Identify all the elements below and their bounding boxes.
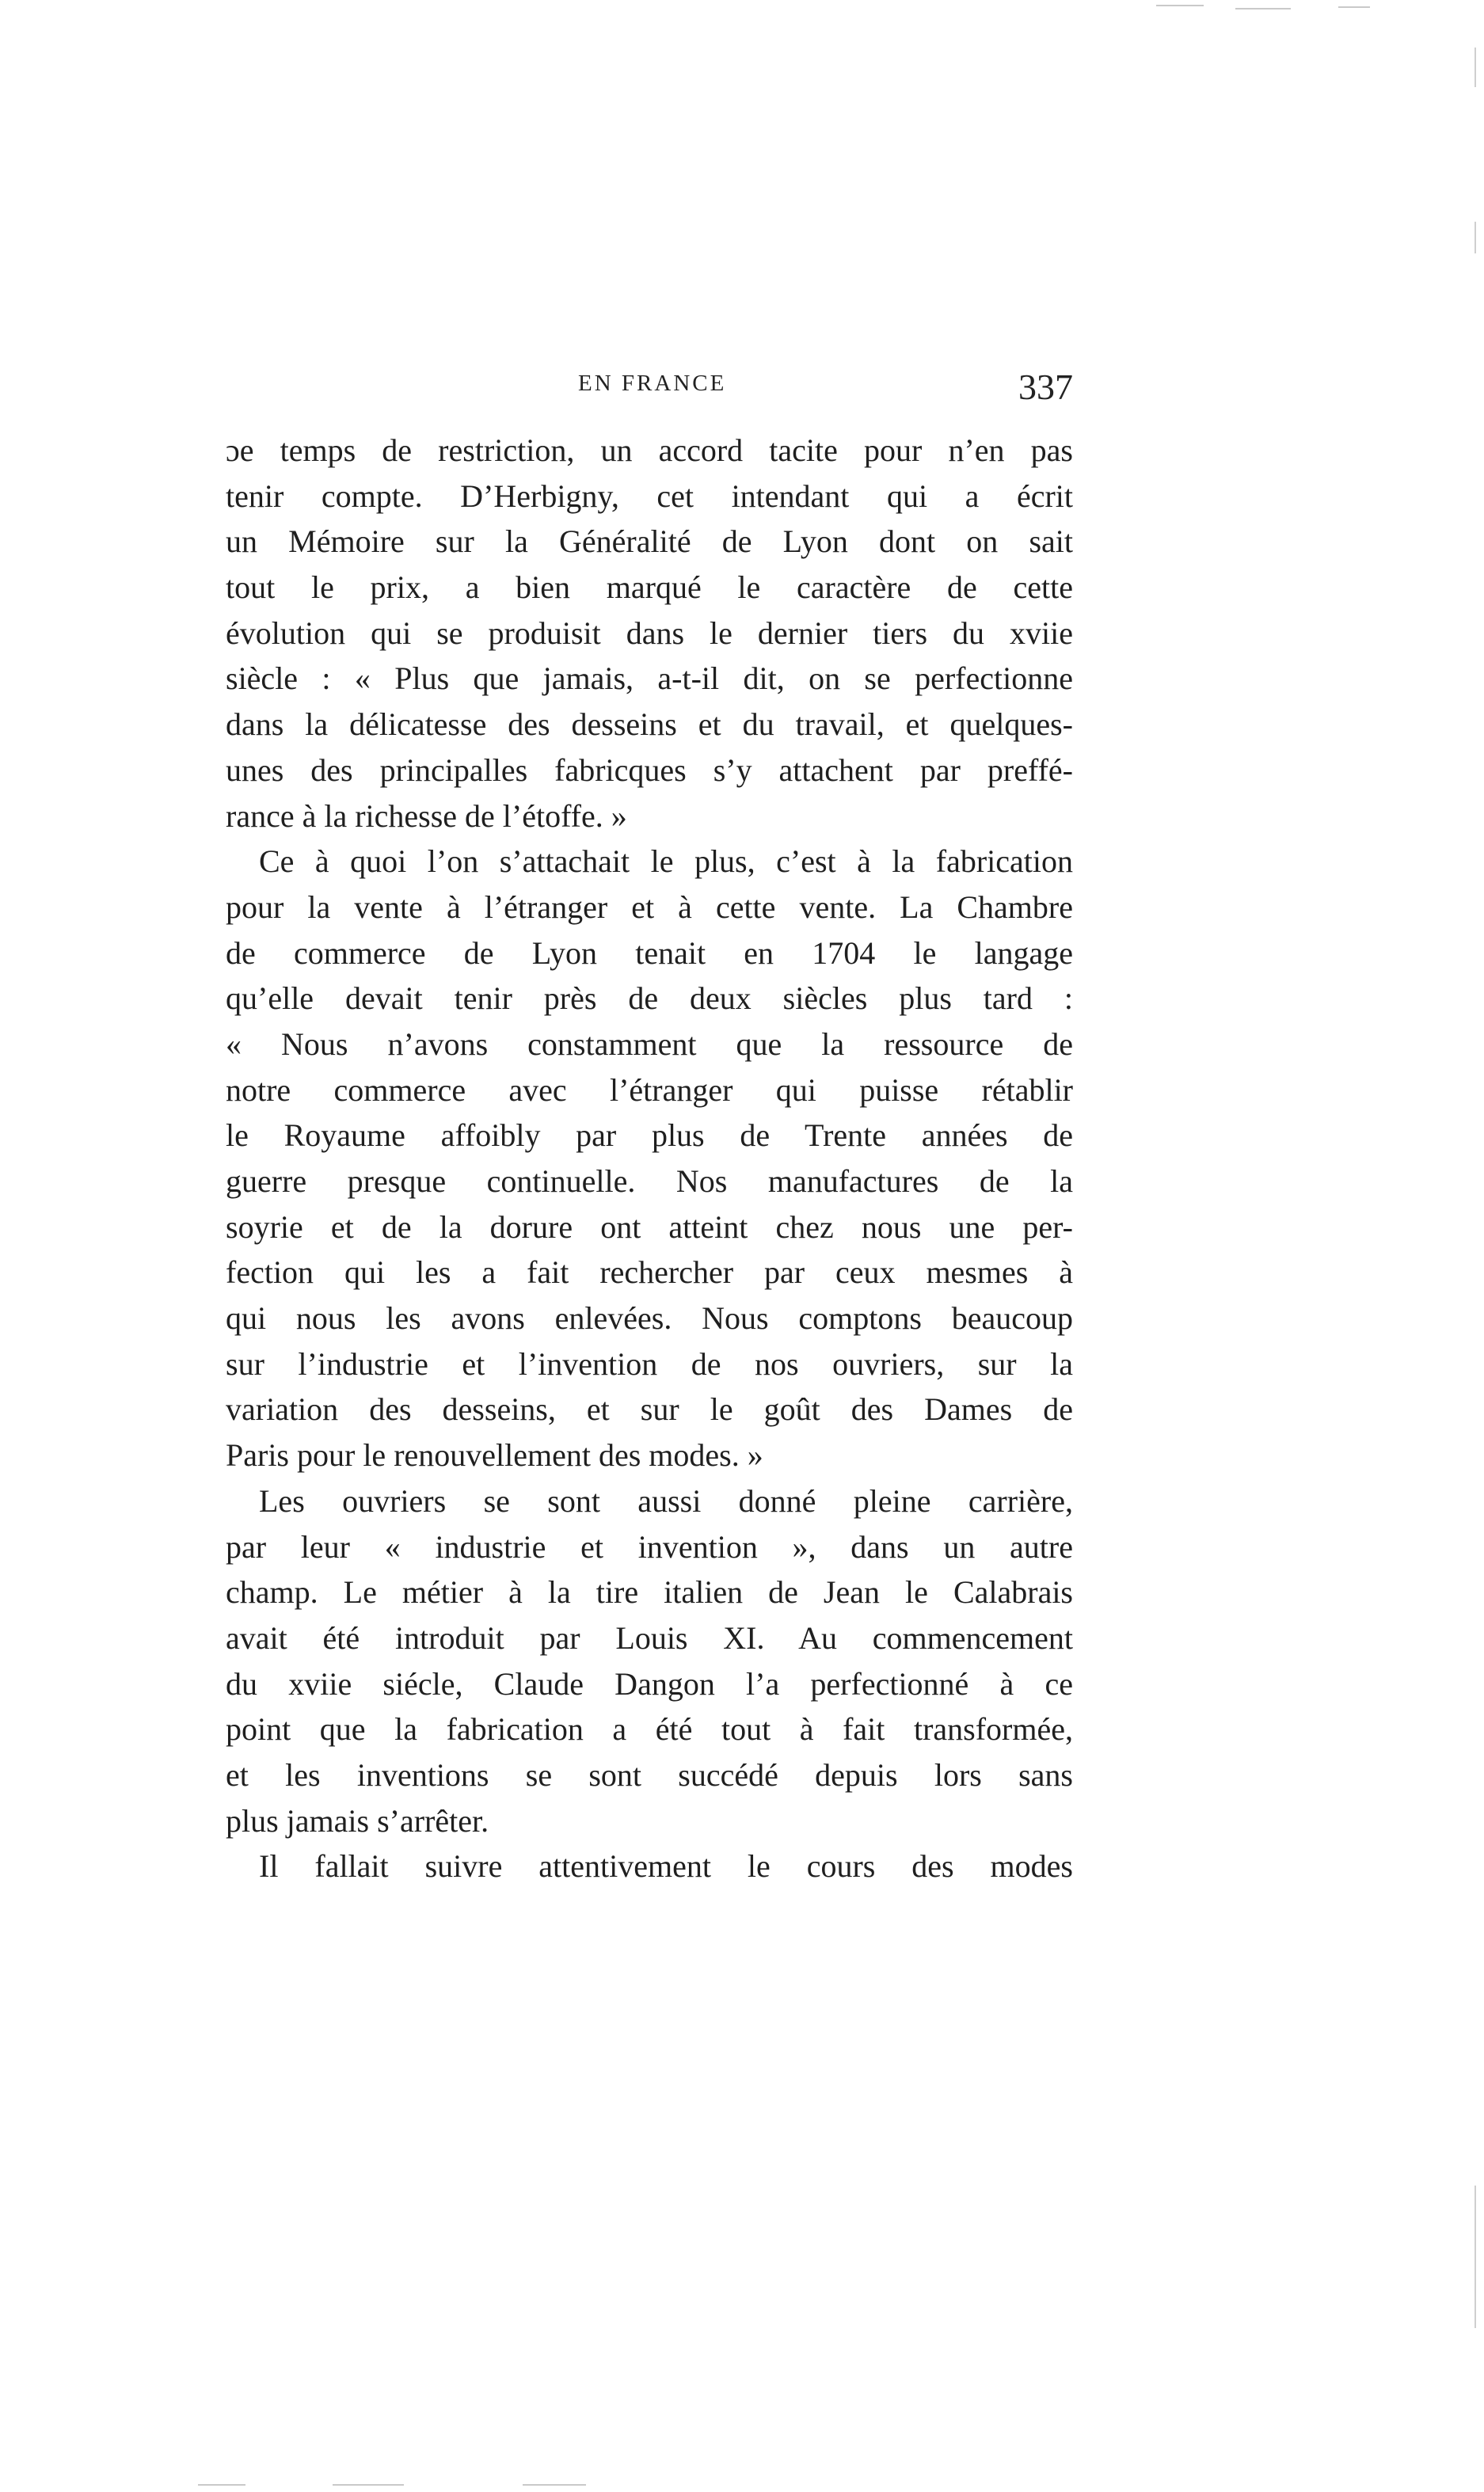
- text-line: par leur « industrie et invention », dans un autre: [226, 1528, 1073, 1565]
- scan-artifact-top: [1235, 8, 1291, 10]
- scan-artifact-bottom: [333, 2484, 404, 2486]
- scan-artifact-right: [1474, 2186, 1476, 2328]
- text-line: un Mémoire sur la Généralité de Lyon dont on sait: [226, 523, 1073, 560]
- scan-artifact-top: [1156, 5, 1204, 6]
- text-line: soyrie et de la dorure ont atteint chez nous une per-: [226, 1208, 1073, 1245]
- page-header: [226, 366, 1073, 413]
- text-line: variation des desseins, et sur le goût des Dames de: [226, 1391, 1073, 1428]
- running-head: EN FRANCE: [578, 371, 727, 396]
- text-line: Les ouvriers se sont aussi donné pleine carrière,: [259, 1482, 1073, 1519]
- text-line: Il fallait suivre attentivement le cours des modes: [259, 1848, 1073, 1885]
- text-line: ɔe temps de restriction, un accord tacite pour n’en pas: [226, 432, 1073, 468]
- text-line: champ. Le métier à la tire italien de Jean le Calabrais: [226, 1574, 1073, 1611]
- text-line: guerre presque continuelle. Nos manufactures de la: [226, 1163, 1073, 1199]
- text-line: siècle : « Plus que jamais, a-t-il dit, on se perfectionne: [226, 660, 1073, 697]
- text-line: le Royaume affoibly par plus de Trente années de: [226, 1117, 1073, 1154]
- scan-artifact-right: [1474, 222, 1476, 253]
- text-line: notre commerce avec l’étranger qui puisse rétablir: [226, 1071, 1073, 1108]
- scan-artifact-bottom: [198, 2484, 245, 2486]
- text-line: « Nous n’avons constamment que la ressource de: [226, 1025, 1073, 1062]
- text-line: dans la délicatesse des desseins et du travail, et quelques-: [226, 706, 1073, 743]
- text-line: du xviie siécle, Claude Dangon l’a perfectionné à ce: [226, 1665, 1073, 1702]
- text-line: pour la vente à l’étranger et à cette vente. La Chambre: [226, 888, 1073, 925]
- text-line: évolution qui se produisit dans le dernier tiers du xviie: [226, 614, 1073, 651]
- text-line: fection qui les a fait rechercher par ceux mesmes à: [226, 1254, 1073, 1291]
- text-line: tenir compte. D’Herbigny, cet intendant qui a écrit: [226, 477, 1073, 514]
- text-line: qui nous les avons enlevées. Nous comptons beaucoup: [226, 1300, 1073, 1337]
- text-line: qu’elle devait tenir près de deux siècles plus tard :: [226, 980, 1073, 1017]
- text-line: Ce à quoi l’on s’attachait le plus, c’est à la fabrication: [259, 843, 1073, 880]
- text-line: plus jamais s’arrêter.: [226, 1802, 489, 1839]
- text-line: de commerce de Lyon tenait en 1704 le langage: [226, 934, 1073, 971]
- text-line: unes des principalles fabricques s’y attachent par preffé-: [226, 751, 1073, 788]
- scan-artifact-right: [1474, 48, 1476, 87]
- text-line: Paris pour le renouvellement des modes. »: [226, 1437, 763, 1474]
- text-line: tout le prix, a bien marqué le caractère de cette: [226, 569, 1073, 606]
- scan-artifact-top: [1338, 6, 1370, 8]
- text-line: avait été introduit par Louis XI. Au commencement: [226, 1619, 1073, 1656]
- text-line: sur l’industrie et l’invention de nos ouvriers, sur la: [226, 1345, 1073, 1382]
- body-text: [226, 428, 1073, 1889]
- text-line: et les inventions se sont succédé depuis lors sans: [226, 1756, 1073, 1793]
- text-line: rance à la richesse de l’étoffe. »: [226, 797, 627, 834]
- scan-artifact-bottom: [523, 2484, 586, 2486]
- page-number: 337: [1018, 367, 1073, 407]
- text-line: point que la fabrication a été tout à fait transformée,: [226, 1711, 1073, 1748]
